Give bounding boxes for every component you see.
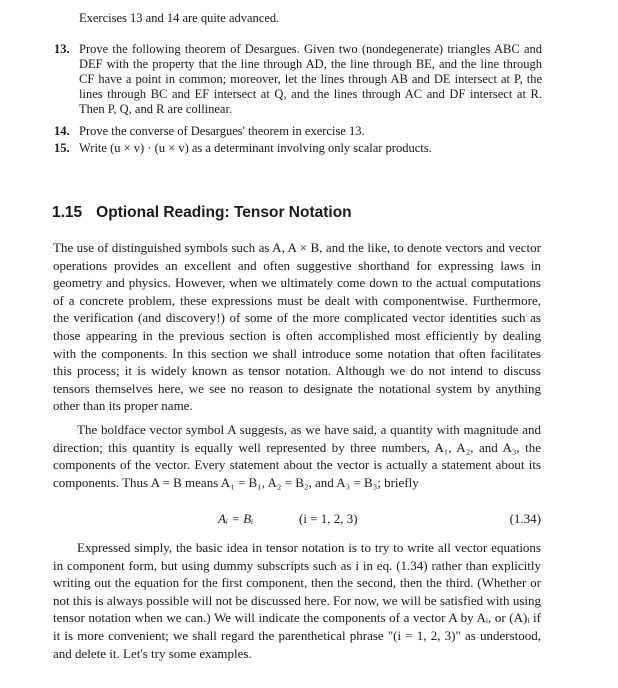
exercise-13 (54, 42, 542, 117)
equation-number: (1.34) (509, 511, 541, 526)
exercise-14 (54, 124, 542, 139)
equation-1-34 (53, 511, 541, 529)
paragraph-2: The boldface vector symbol A suggests, as we have said, a quantity with magnitude and direction; this quantity is equally well represented by three numbers, A₁, A₂, and A₃, the components of the vector. Every statement about the vector is actually a statement about its components. Thus A = B means A₁ = B₁, A₂ = B₂, and A₃ = B₃; briefly (53, 422, 541, 490)
exercise-15 (54, 141, 542, 156)
exercise-number: 13. (54, 42, 70, 56)
exercise-text: Write (u × v) · (u × v) as a determinant involving only scalar products. (79, 141, 432, 155)
paragraph-3: Expressed simply, the basic idea in tensor notation is to try to write all vector equations in component form, but using dummy subscripts such as i in eq. (1.34) rather than explicitly writing out the equation for the first component, then the second, then the third. (Whether or not this is always possible will not be discussed here. For now, we will be satisfied with using tensor notation when we can.) We will indicate the components of a vector A by Aᵢ, or (A)ᵢ if it is more convenient; we shall regard the parenthetical phrase "(i = 1, 2, 3)" as understood, and delete it. Let's try some examples. (53, 540, 541, 661)
section-title: Optional Reading: Tensor Notation (96, 204, 352, 221)
paragraph-1: The use of distinguished symbols such as A, A × B, and the like, to denote vectors and vector operations provides an excellent and often suggestive shorthand for expressing laws in geometry and physics. However, when we ultimately come down to the actual computations of a concrete problem, these expressions must be dealt with componentwise. Furthermore, the verification (and discovery!) of some of the more complicated vector identities such as those appearing in the previous section is often accomplished most efficiently by dealing with the components. In this section we shall introduce some notation that often facilitates this process; it is widely known as tensor notation. Although we do not intend to discuss tensors themselves here, we see no reason to designate the notational system by anything other than its proper name. (53, 240, 541, 414)
equation-condition: (i = 1, 2, 3) (299, 511, 358, 526)
exercises-intro: Exercises 13 and 14 are quite advanced. (79, 11, 280, 25)
equation-body: Aᵢ = Bᵢ (218, 511, 254, 526)
section-number: 1.15 (52, 204, 83, 221)
exercise-text: Prove the converse of Desargues' theorem in exercise 13. (79, 124, 365, 138)
exercise-number: 14. (54, 124, 70, 138)
exercise-text: Prove the following theorem of Desargues. Given two (nondegenerate) triangles ABC and DEF with the property that the line through AD, the line through BE, and the line through CF have a point in common; moreover, let the lines through AB and DE intersect at P, the lines through BC and EF intersect at Q, and the lines through AC and DF intersect at R. Then P, Q, and R are collinear. (79, 42, 542, 116)
exercise-number: 15. (54, 141, 70, 155)
section-heading (52, 204, 352, 222)
